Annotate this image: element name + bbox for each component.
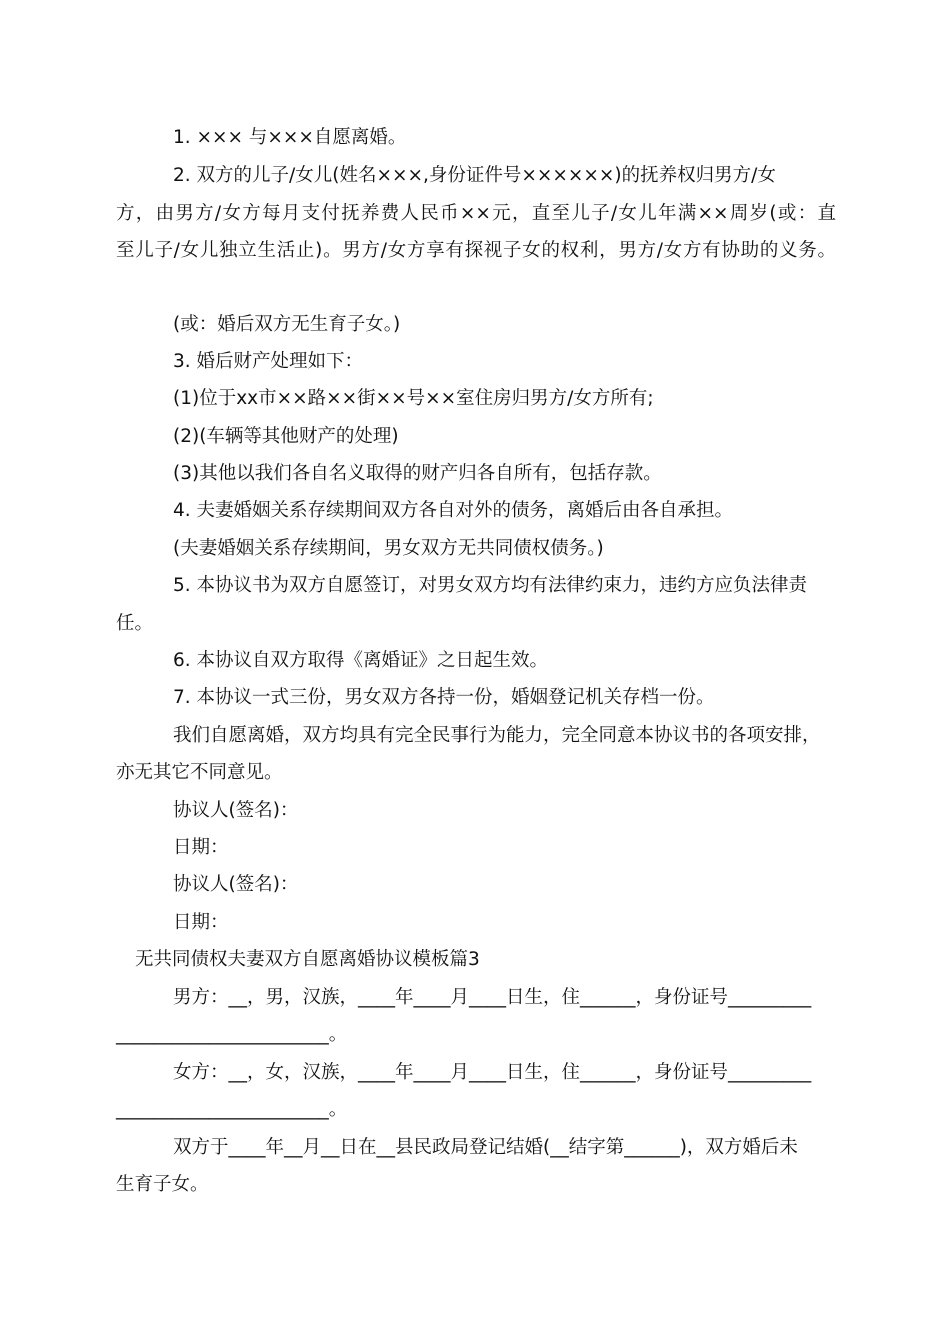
male-party-line-2: _______________________。 bbox=[116, 1024, 348, 1045]
clause-3-item-2: (2)(车辆等其他财产的处理) bbox=[173, 426, 399, 447]
clause-3: 3. 婚后财产处理如下： bbox=[173, 351, 364, 372]
female-party-line-1: 女方：__，女，汉族，____年____月____日生，住______，身份证号_________ bbox=[173, 1062, 812, 1083]
section-heading: 无共同债权夫妻双方自愿离婚协议模板篇3 bbox=[135, 949, 480, 970]
marriage-registration-line-2: 生育子女。 bbox=[116, 1174, 209, 1195]
male-party-line-1: 男方：__，男，汉族，____年____月____日生，住______，身份证号_________ bbox=[173, 987, 812, 1008]
declaration-line-1: 我们自愿离婚，双方均具有完全民事行为能力，完全同意本协议书的各项安排， bbox=[173, 725, 821, 746]
female-party-line-2: _______________________。 bbox=[116, 1099, 348, 1120]
marriage-registration-line-1: 双方于____年__月__日在__县民政局登记结婚(__结字第______)，双方婚后未 bbox=[173, 1137, 798, 1158]
clause-2-line-3: 至儿子/女儿独立生活止)。男方/女方享有探视子女的权利，男方/女方有协助的义务。 bbox=[116, 240, 836, 261]
signatory-2: 协议人(签名)： bbox=[173, 874, 299, 895]
clause-4-alt: (夫妻婚姻关系存续期间，男女双方无共同债权债务。) bbox=[173, 538, 604, 559]
date-2: 日期： bbox=[173, 912, 229, 933]
clause-5-line-1: 5. 本协议书为双方自愿签订，对男女双方均有法律约束力，违约方应负法律责 bbox=[173, 575, 808, 596]
declaration-line-2: 亦无其它不同意见。 bbox=[116, 762, 283, 783]
clause-4: 4. 夫妻婚姻关系存续期间双方各自对外的债务，离婚后由各自承担。 bbox=[173, 500, 734, 521]
clause-2-line-1: 2. 双方的儿子/女儿(姓名×××,身份证件号××××××)的抚养权归男方/女 bbox=[173, 165, 776, 186]
clause-5-line-2: 任。 bbox=[116, 613, 154, 634]
clause-1: 1. ××× 与×××自愿离婚。 bbox=[173, 127, 407, 148]
date-1: 日期： bbox=[173, 837, 229, 858]
clause-2-alt: (或：婚后双方无生育子女。) bbox=[173, 314, 401, 335]
signatory-1: 协议人(签名)： bbox=[173, 800, 299, 821]
clause-3-item-3: (3)其他以我们各自名义取得的财产归各自所有，包括存款。 bbox=[173, 463, 662, 484]
clause-7: 7. 本协议一式三份，男女双方各持一份，婚姻登记机关存档一份。 bbox=[173, 687, 715, 708]
clause-6: 6. 本协议自双方取得《离婚证》之日起生效。 bbox=[173, 650, 549, 671]
clause-3-item-1: (1)位于xx市××路××街××号××室住房归男方/女方所有; bbox=[173, 388, 654, 409]
clause-2-line-2: 方，由男方/女方每月支付抚养费人民币××元，直至儿子/女儿年满××周岁(或：直 bbox=[116, 203, 836, 224]
